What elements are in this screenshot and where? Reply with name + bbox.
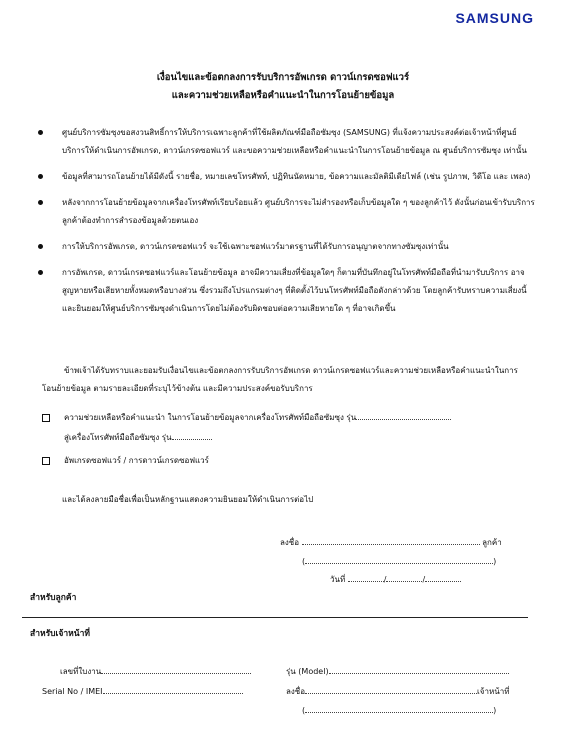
date-row: วันที่ / / xyxy=(330,572,461,586)
bullet-icon xyxy=(38,244,43,249)
model-to-field[interactable] xyxy=(172,430,212,440)
job-no-row: เลขที่ใบงาน xyxy=(60,664,251,678)
model-field[interactable] xyxy=(329,664,509,674)
customer-signature-row: ลงชื่อ ลูกค้า xyxy=(280,535,502,549)
checkbox-software-update[interactable] xyxy=(42,457,50,465)
staff-name-field[interactable] xyxy=(305,703,493,713)
staff-name-row: ( ) xyxy=(302,703,496,717)
consent-statement: ข้าพเจ้าได้รับทราบและยอมรับเงื่อนไขและข้อตกลงการรับบริการอัพเกรด ดาวน์เกรดซอฟแวร์และความช่วยเหลือหรือคำแนะนำในการโอนย้ายข้อมูล ตามรายละเอียดที่ระบุไว้ข้างต้น และมีความประสงค์ขอรับบริการ xyxy=(42,366,518,393)
section-customer: สำหรับลูกค้า xyxy=(30,593,77,603)
checkbox-data-transfer[interactable] xyxy=(42,414,50,422)
staff-signature-row: ลงชื่อ เจ้าหน้าที่ xyxy=(286,684,509,698)
date-month-field[interactable] xyxy=(386,572,422,582)
terms-item: หลังจากการโอนย้ายข้อมูลจากเครื่องโทรศัพท์เรียบร้อยแล้ว ศูนย์บริการจะไม่สำรองหรือเก็บข้อมูลใด ๆ ของลูกค้าไว้ ดังนั้นก่อนเข้ารับบริการลูกค้าต้องทำการสำรองข้อมูลด้วยตนเอง xyxy=(38,194,538,230)
bullet-icon xyxy=(38,130,43,135)
option-software-update: อัพเกรดซอฟแวร์ / การดาวน์เกรดซอฟแวร์ xyxy=(42,452,209,470)
option-data-transfer: ความช่วยเหลือหรือคำแนะนำ ในการโอนย้ายข้อมูลจากเครื่องโทรศัพท์มือถือซัมซุง รุ่น xyxy=(42,409,532,427)
terms-item: ข้อมูลที่สามารถโอนย้ายได้มีดังนี้ รายชื่อ, หมายเลขโทรศัพท์, ปฏิทินนัดหมาย, ข้อความและมัลติมีเดียไฟล์ (เช่น รูปภาพ, วิดีโอ และ เพลง) xyxy=(38,168,538,186)
option-data-transfer-line2: สู่เครื่องโทรศัพท์มือถือซัมซุง รุ่น xyxy=(64,429,212,447)
bullet-icon xyxy=(38,174,43,179)
model-row: รุ่น (Model) xyxy=(286,664,509,678)
section-staff: สำหรับเจ้าหน้าที่ xyxy=(30,629,90,639)
divider xyxy=(22,617,528,618)
job-no-field[interactable] xyxy=(101,664,251,674)
terms-item: การให้บริการอัพเกรด, ดาวน์เกรดซอฟแวร์ จะใช้เฉพาะซอฟแวร์มาตรฐานที่ได้รับการอนุญาตจากทางซัมซุงเท่านั้น xyxy=(38,238,538,256)
sign-instruction: และได้ลงลายมือชื่อเพื่อเป็นหลักฐานแสดงความยินยอมให้ดำเนินการต่อไป xyxy=(62,495,314,504)
customer-name-field[interactable] xyxy=(305,554,493,564)
model-from-field[interactable] xyxy=(356,410,451,420)
terms-list xyxy=(38,124,538,326)
bullet-icon xyxy=(38,200,43,205)
staff-signature-field[interactable] xyxy=(305,684,477,694)
terms-item: ศูนย์บริการซัมซุงขอสงวนสิทธิ์การให้บริการเฉพาะลูกค้าที่ใช้ผลิตภัณฑ์มือถือซัมซุง (SAMSUNG) ที่แจ้งความประสงค์ต่อเจ้าหน้าที่ศูนย์บริการให้ดำเนินการอัพเกรด, ดาวน์เกรดซอฟแวร์ และขอความช่วยเหลือหรือคำแนะนำในการโอนย้ายข้อมูล ณ ศูนย์บริการซัมซุง เท่านั้น xyxy=(38,124,538,160)
customer-signature-field[interactable] xyxy=(302,535,480,545)
date-year-field[interactable] xyxy=(425,572,461,582)
customer-name-row: ( ) xyxy=(302,554,496,568)
samsung-logo: SAMSUNG xyxy=(455,10,534,26)
form-title-line2: และความช่วยเหลือหรือคำแนะนำในการโอนย้ายข้อมูล xyxy=(171,90,395,101)
terms-item: การอัพเกรด, ดาวน์เกรดซอฟแวร์และโอนย้ายข้อมูล อาจมีความเสี่ยงที่ข้อมูลใดๆ ก็ตามที่บันทึกอยู่ในโทรศัพท์มือถือที่นำมารับบริการ อาจสูญหายหรือเสียหายทั้งหมดหรือบางส่วน ซึ่งรวมถึงโปรแกรมต่างๆ ที่ติดตั้งไว้บนโทรศัพท์มือถือดังกล่าวด้วย โดยลูกค้ารับทราบความเสี่ยงนี้และยินยอมให้ศูนย์บริการซัมซุงดำเนินการโดยไม่ต้องรับผิดชอบต่อความเสียหายใด ๆ ที่อาจเกิดขึ้น xyxy=(38,264,538,318)
serial-field[interactable] xyxy=(103,684,243,694)
serial-row: Serial No / IMEI xyxy=(42,684,243,698)
date-day-field[interactable] xyxy=(348,572,384,582)
form-title-line1: เงื่อนไขและข้อตกลงการรับบริการอัพเกรด ดาวน์เกรดซอฟแวร์ xyxy=(156,72,410,83)
bullet-icon xyxy=(38,270,43,275)
